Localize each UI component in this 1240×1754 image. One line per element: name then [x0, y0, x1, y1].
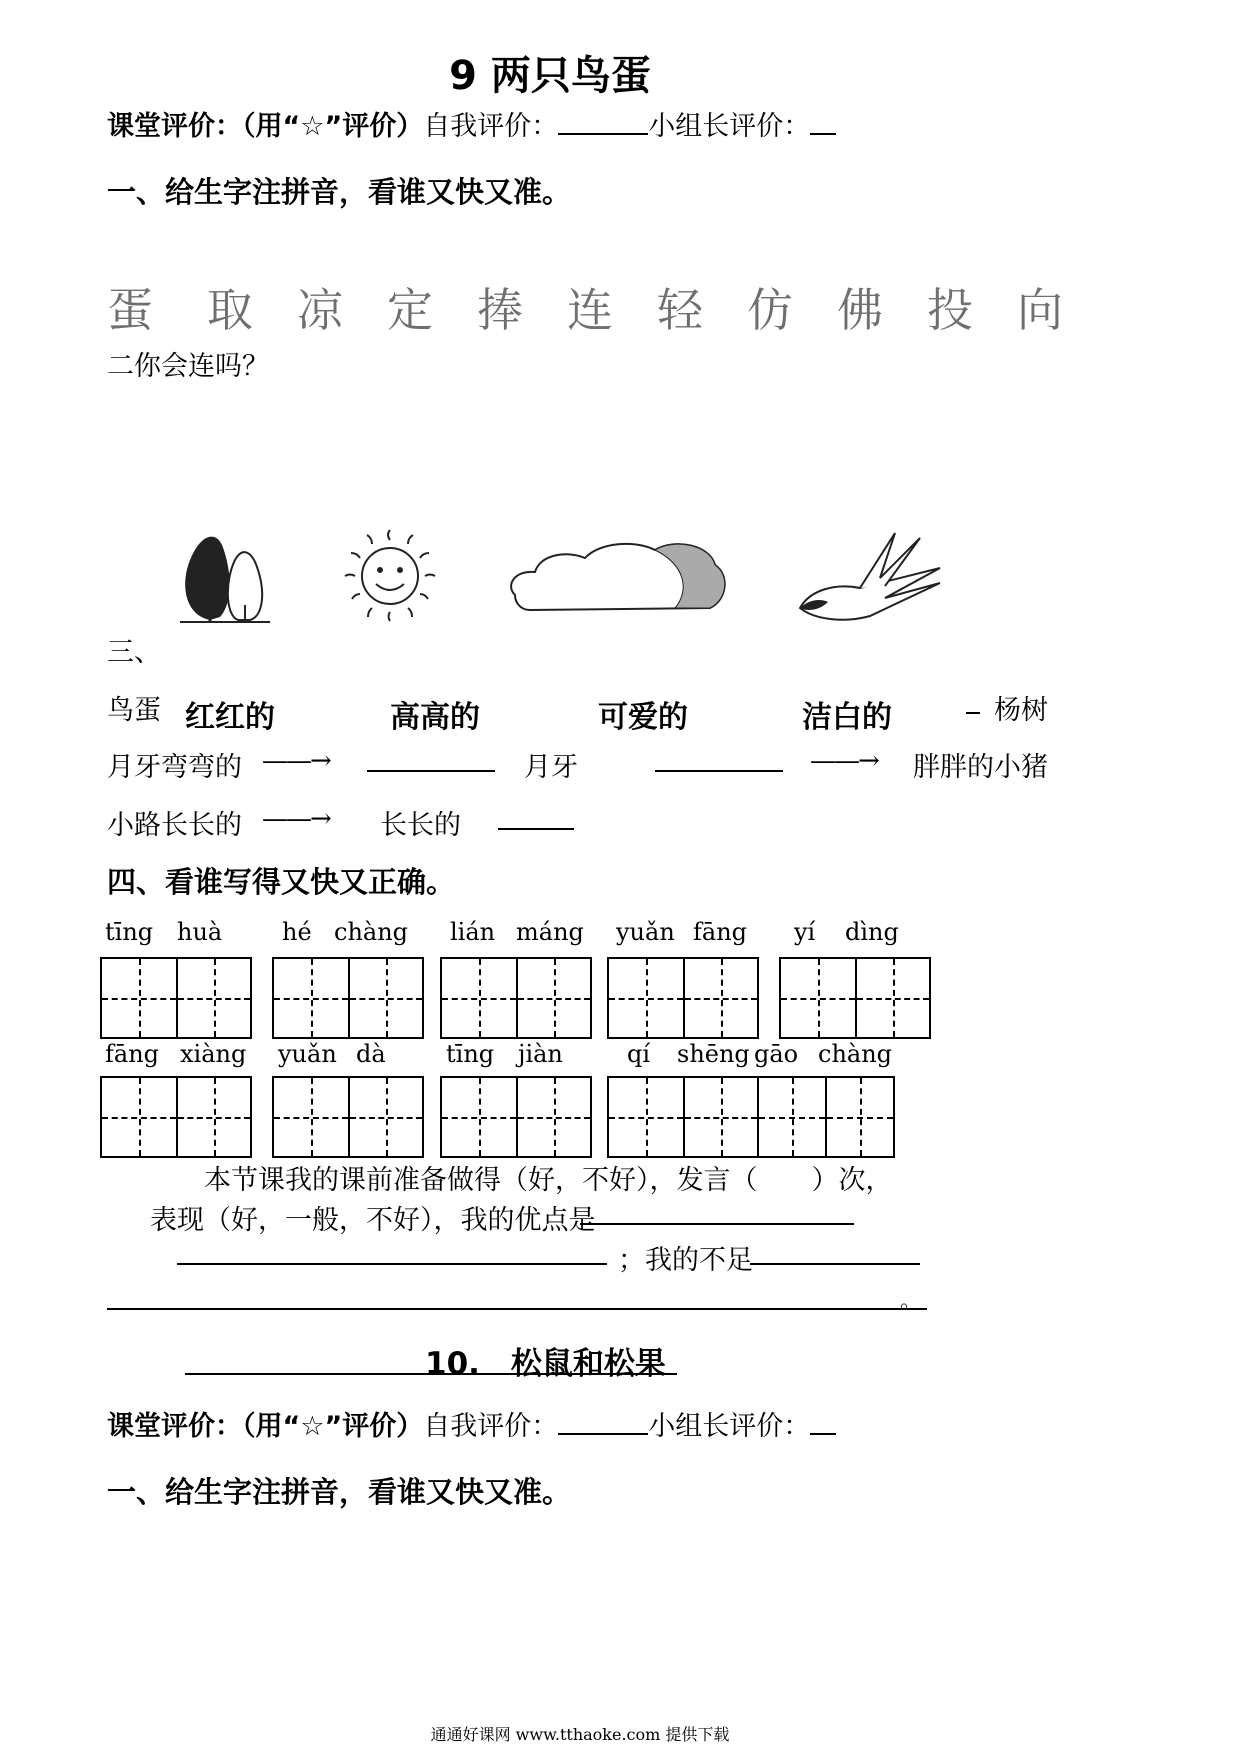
pinyin: xiàng [180, 1040, 247, 1068]
writing-grid[interactable] [100, 1076, 252, 1158]
footer: 通通好课网 www.tthaoke.com 提供下载 [430, 1725, 730, 1744]
char-item: 连 [567, 283, 613, 337]
cloud-icon [505, 530, 730, 620]
self-eval-label: 自我评价： [423, 1411, 559, 1442]
strengths-blank-continued[interactable] [177, 1263, 607, 1265]
word-option[interactable]: 红红的 [185, 700, 275, 735]
q3-row1-blank[interactable] [966, 712, 980, 714]
writing-grid[interactable] [607, 1076, 895, 1158]
page-title: 9 两只鸟蛋 [449, 53, 651, 99]
pinyin: dìng [845, 918, 899, 946]
pinyin: tīng [105, 918, 154, 946]
pinyin: máng [516, 918, 584, 946]
pinyin: gāo [754, 1040, 799, 1068]
pinyin: yuǎn [278, 1040, 337, 1068]
q3-row2-a: 月牙弯弯的 [107, 752, 242, 783]
class-evaluation-2 [107, 1404, 836, 1443]
char-item: 仿 [747, 283, 793, 337]
char-item: 轻 [657, 283, 703, 337]
class-evaluation [107, 104, 836, 143]
word-option[interactable]: 高高的 [390, 700, 480, 735]
pinyin: lián [450, 918, 496, 946]
q3-row2-blank-2[interactable] [655, 770, 783, 772]
q3-row1-tail: 杨树 [994, 695, 1048, 726]
pinyin: chàng [818, 1040, 893, 1068]
writing-grid[interactable] [440, 957, 592, 1039]
char-item: 定 [387, 283, 433, 337]
weaknesses-blank-continued[interactable] [107, 1308, 927, 1310]
tree-icon [180, 525, 272, 625]
pinyin: tīng [446, 1040, 495, 1068]
pinyin: fāng [105, 1040, 160, 1068]
word-option[interactable]: 洁白的 [802, 700, 892, 735]
eval-label: 课堂评价：（用“☆”评价） [107, 1411, 424, 1442]
pinyin: jiàn [518, 1040, 563, 1068]
pinyin: fāng [693, 918, 748, 946]
reflection-line-2: 表现（好，一般，不好），我的优点是 [150, 1205, 596, 1236]
q3-row3-b: 长长的 [380, 810, 461, 841]
pinyin: yuǎn [616, 918, 675, 946]
q3-row2-b: 月牙 [524, 752, 578, 783]
char-item: 佛 [837, 283, 883, 337]
writing-grid[interactable] [440, 1076, 592, 1158]
q3-row2-blank-1[interactable] [367, 770, 495, 772]
group-eval-blank[interactable] [810, 109, 836, 135]
character-row [107, 274, 1077, 340]
char-item: 向 [1017, 283, 1063, 337]
question-1-heading-2: 一、给生字注拼音，看谁又快又准。 [107, 1475, 572, 1509]
arrow-icon: ——→ [262, 746, 330, 776]
swallow-icon [790, 528, 945, 623]
q3-row1-lead: 鸟蛋 [107, 695, 161, 726]
pinyin: huà [177, 918, 223, 946]
reflection-end: 。 [900, 1289, 923, 1314]
pinyin: hé [282, 918, 312, 946]
self-eval-label: 自我评价： [423, 111, 559, 142]
writing-grid[interactable] [100, 957, 252, 1039]
group-eval-label: 小组长评价： [648, 1411, 811, 1442]
pinyin: shēng [677, 1040, 750, 1068]
writing-grid[interactable] [272, 957, 424, 1039]
weaknesses-blank[interactable] [750, 1263, 920, 1265]
strengths-blank[interactable] [580, 1223, 854, 1225]
arrow-icon: ——→ [262, 804, 330, 834]
eval-label: 课堂评价：（用“☆”评价） [107, 111, 424, 142]
pinyin: dà [356, 1040, 386, 1068]
reflection-line-3: ；我的不足 [618, 1245, 753, 1276]
group-eval-label: 小组长评价： [648, 111, 811, 142]
arrow-icon: ——→ [810, 746, 878, 776]
writing-grid[interactable] [779, 957, 931, 1039]
q3-row2-c: 胖胖的小猪 [913, 752, 1048, 783]
group-eval-blank[interactable] [810, 1409, 836, 1435]
char-item: 蛋 [107, 283, 153, 337]
question-1-heading: 一、给生字注拼音，看谁又快又准。 [107, 175, 572, 209]
reflection-line-1: 本节课我的课前准备做得（好，不好），发言（ ）次， [204, 1165, 893, 1196]
word-option[interactable]: 可爱的 [598, 700, 688, 735]
char-item: 取 [207, 283, 253, 337]
char-item: 捧 [477, 283, 523, 337]
sun-icon [330, 528, 450, 623]
self-eval-blank[interactable] [558, 109, 648, 135]
pinyin: qí [627, 1040, 651, 1068]
writing-grid[interactable] [607, 957, 759, 1039]
question-4-heading: 四、看谁写得又快又正确。 [107, 865, 456, 899]
pinyin: yí [794, 918, 816, 946]
self-eval-blank[interactable] [558, 1409, 648, 1435]
writing-grid[interactable] [272, 1076, 424, 1158]
q3-row3-a: 小路长长的 [107, 810, 242, 841]
question-2-heading: 二你会连吗？ [107, 351, 269, 382]
pinyin: chàng [334, 918, 409, 946]
question-3-heading: 三、 [107, 637, 161, 668]
char-item: 凉 [297, 283, 343, 337]
lesson-2-title: 10. 松鼠和松果 [425, 1346, 666, 1382]
char-item: 投 [927, 283, 973, 337]
q3-row3-blank[interactable] [498, 828, 574, 830]
